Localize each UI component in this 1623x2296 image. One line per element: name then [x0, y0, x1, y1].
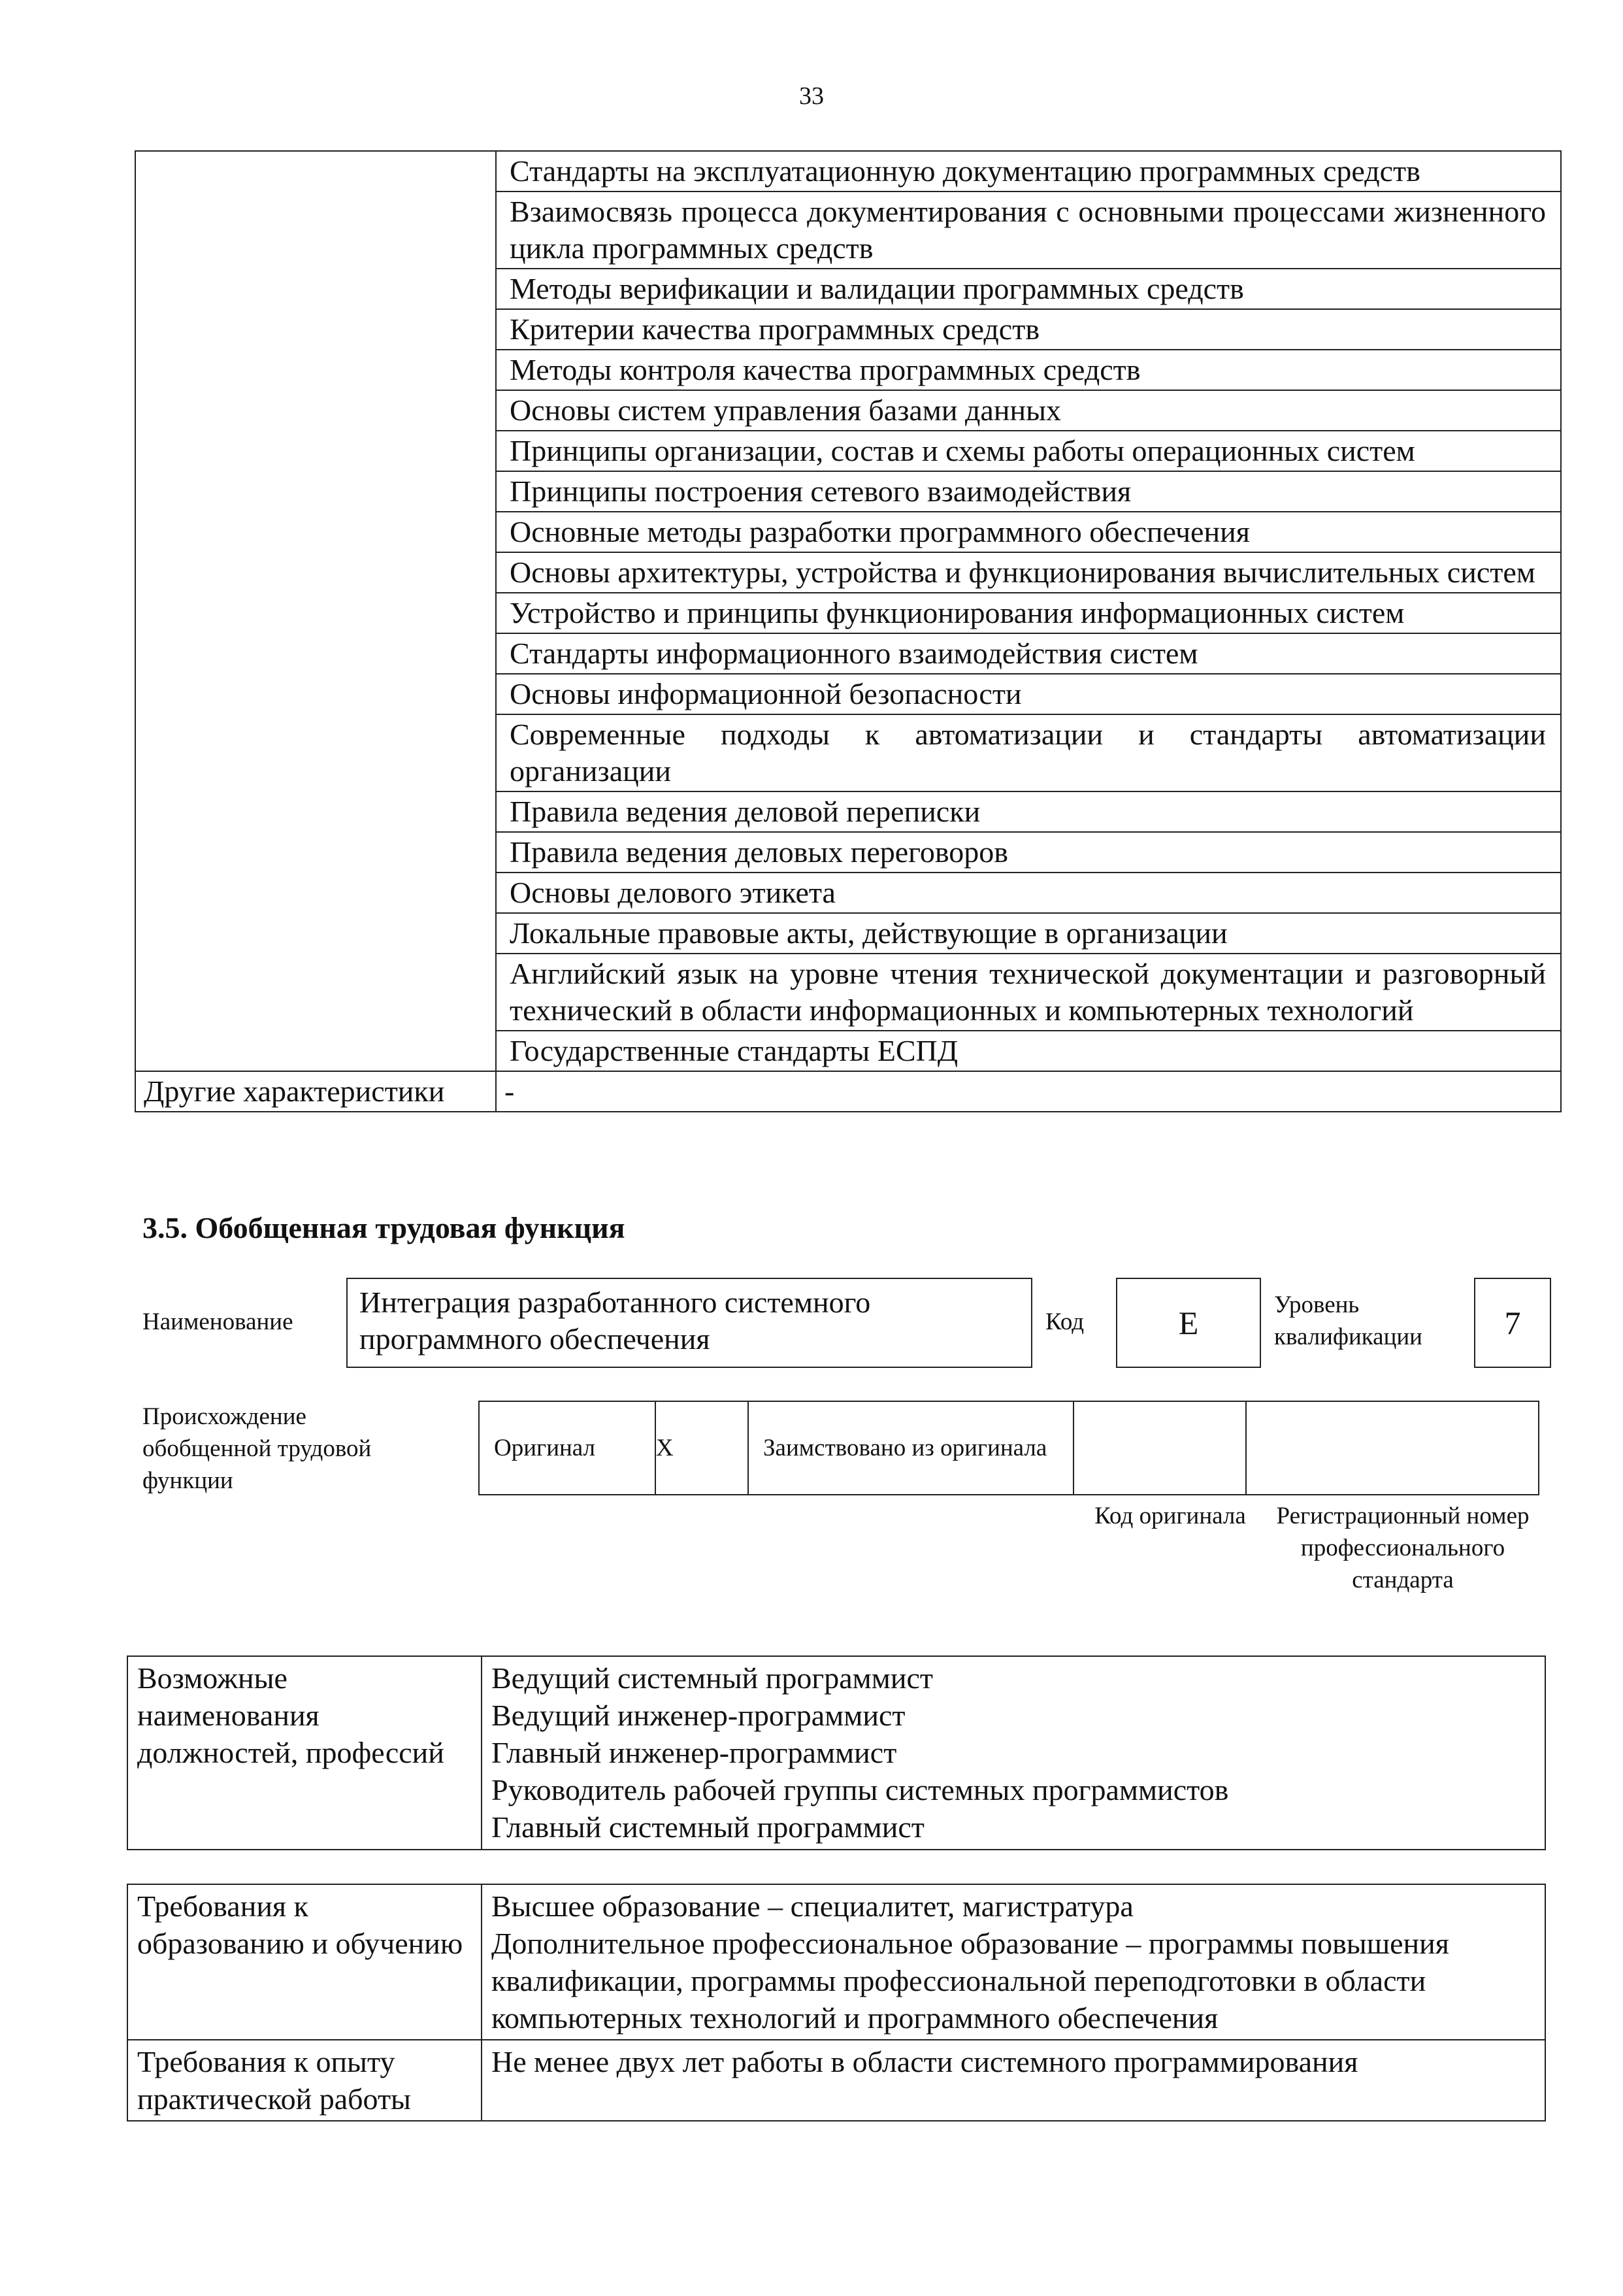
other-characteristics-row	[135, 1071, 1561, 1112]
job-titles-label: Возможные наименования должностей, профессий	[127, 1656, 482, 1850]
job-title-item: Главный инженер-программист	[491, 1736, 897, 1769]
knowledge-table	[135, 150, 1562, 1112]
code-label: Код	[1045, 1308, 1085, 1335]
section-heading: 3.5. Обобщенная трудовая функция	[142, 1211, 625, 1244]
knowledge-item: Правила ведения деловой переписки	[496, 791, 1561, 832]
knowledge-item: Основы систем управления базами данных	[496, 390, 1561, 431]
knowledge-item: Основы архитектуры, устройства и функционирования вычислительных систем	[496, 552, 1561, 593]
origin-borrowed-label: Заимствовано из оригинала	[748, 1401, 1074, 1495]
job-titles-list	[482, 1656, 1545, 1850]
education-label: Требования к образованию и обучению	[127, 1884, 482, 2040]
name-label: Наименование	[142, 1308, 293, 1335]
knowledge-left-cell	[135, 151, 496, 1071]
job-titles-table	[127, 1655, 1546, 1850]
origin-code-cell	[1074, 1401, 1246, 1495]
job-title-item: Главный системный программист	[491, 1810, 925, 1844]
knowledge-item: Локальные правовые акты, действующие в организации	[496, 913, 1561, 954]
knowledge-item: Правила ведения деловых переговоров	[496, 832, 1561, 873]
knowledge-item: Принципы организации, состав и схемы работы операционных систем	[496, 431, 1561, 471]
knowledge-item: Основы информационной безопасности	[496, 674, 1561, 714]
knowledge-item: Стандарты информационного взаимодействия систем	[496, 633, 1561, 674]
knowledge-item: Основы делового этикета	[496, 873, 1561, 913]
origin-label: Происхождение обобщенной трудовой функции	[142, 1403, 372, 1494]
knowledge-list	[135, 151, 1561, 1071]
origin-reg-cell	[1246, 1401, 1539, 1495]
experience-value: Не менее двух лет работы в области системного программирования	[482, 2040, 1545, 2121]
knowledge-item: Взаимосвязь процесса документирования с основными процессами жизненного цикла программных средств	[496, 191, 1561, 269]
origin-original-mark: X	[655, 1401, 748, 1495]
knowledge-item: Английский язык на уровне чтения технической документации и разговорный технический в области информационных и компьютерных технологий	[496, 954, 1561, 1031]
page-number: 33	[799, 82, 824, 110]
experience-label: Требования к опыту практической работы	[127, 2040, 482, 2121]
knowledge-item: Методы верификации и валидации программных средств	[496, 269, 1561, 309]
knowledge-item: Принципы построения сетевого взаимодействия	[496, 471, 1561, 512]
reg-number-caption: Регистрационный номер профессионального стандарта	[1276, 1503, 1530, 1593]
other-characteristics-label: Другие характеристики	[135, 1071, 496, 1112]
other-characteristics-value: -	[496, 1071, 1561, 1112]
education-item: Дополнительное профессиональное образование – программы повышения квалификации, программы профессиональной переподготовки в области компьютерных технологий и программного обеспечения	[491, 1927, 1449, 2035]
level-value: 7	[1474, 1278, 1551, 1368]
job-title-item: Ведущий системный программист	[491, 1661, 934, 1695]
knowledge-item: Методы контроля качества программных средств	[496, 350, 1561, 390]
knowledge-item: Государственные стандарты ЕСПД	[496, 1031, 1561, 1071]
origin-original-label: Оригинал	[479, 1401, 655, 1495]
knowledge-item: Основные методы разработки программного обеспечения	[496, 512, 1561, 552]
level-label: Уровень квалификации	[1274, 1291, 1422, 1350]
name-value: Интеграция разработанного системного программного обеспечения	[346, 1278, 1032, 1368]
education-item: Высшее образование – специалитет, магистратура	[491, 1889, 1134, 1923]
knowledge-row	[135, 151, 1561, 191]
education-list	[482, 1884, 1545, 2040]
knowledge-item: Стандарты на эксплуатационную документацию программных средств	[496, 151, 1561, 191]
requirements-table	[127, 1884, 1546, 2121]
knowledge-item: Устройство и принципы функционирования информационных систем	[496, 593, 1561, 633]
job-title-item: Ведущий инженер-программист	[491, 1699, 906, 1732]
job-title-item: Руководитель рабочей группы системных программистов	[491, 1773, 1229, 1806]
code-original-caption: Код оригинала	[1094, 1503, 1246, 1529]
knowledge-item: Критерии качества программных средств	[496, 309, 1561, 350]
code-value: E	[1116, 1278, 1261, 1368]
knowledge-item: Современные подходы к автоматизации и стандарты автоматизации организации	[496, 714, 1561, 791]
origin-table	[478, 1401, 1539, 1495]
